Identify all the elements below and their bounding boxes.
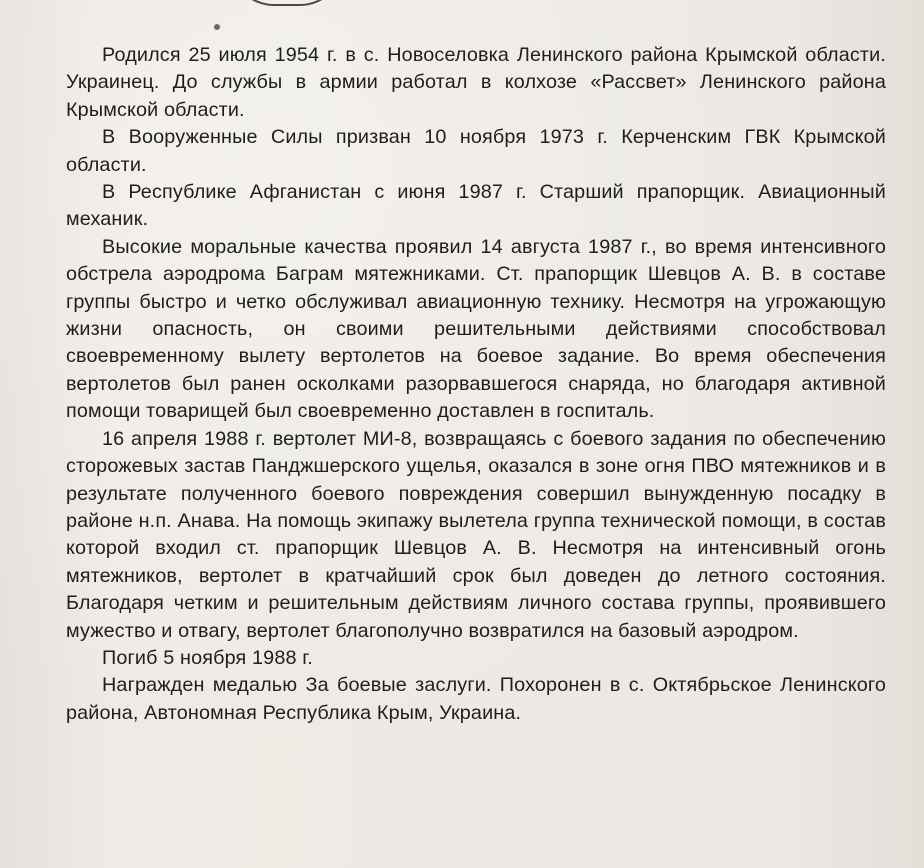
- paragraph-award: Награжден медалью За боевые заслуги. Похоронен в с. Октябрьское Ленинского района, Автономная Республика Крым, Украина.: [66, 674, 886, 724]
- page-top-mark: [230, 0, 344, 6]
- paragraph-bagram: Высокие моральные качества проявил 14 августа 1987 г., во время интенсивного обстрела аэродрома Баграм мятежниками. Ст. прапорщик Шевцов А. В. в составе группы быстро и четко обслуживал авиационную технику. Несмотря на угрожающую жизни опасность, он своими решительными действиями способствовал своевременному вылету вертолетов на боевое задание. Во время обеспечения вертолетов был ранен осколками разорвавшегося снаряда, но благодаря активной помощи товарищей был своевременно доставлен в госпиталь.: [66, 235, 886, 423]
- paragraph-birth: Родился 25 июля 1954 г. в с. Новоселовка Ленинского района Крымской области. Украинец. До службы в армии работал в колхозе «Рассвет» Ленинского района Крымской области.: [66, 44, 886, 121]
- paragraph-death: Погиб 5 ноября 1988 г.: [102, 646, 313, 669]
- paragraph-anava: 16 апреля 1988 г. вертолет МИ-8, возвращаясь с боевого задания по обеспечению сторожевых застав Панджшерского ущелья, оказался в зоне огня ПВО мятежников и в результате полученного боевого повреждения совершил вынужденную посадку в районе н.п. Анава. На помощь экипажу вылетела группа технической помощи, в состав которой входил ст. прапорщик Шевцов А. В. Несмотря на интенсивный огонь мятежников, вертолет в кратчайший срок был доведен до летного состояния. Благодаря четким и решительным действиям личного состава группы, проявившего мужество и отвагу, вертолет благополучно возвратился на базовый аэродром.: [66, 427, 886, 642]
- biography-text: [66, 42, 886, 727]
- paragraph-afghanistan: В Республике Афганистан с июня 1987 г. Старший прапорщик. Авиационный механик.: [66, 181, 886, 231]
- paragraph-conscription: В Вооруженные Силы призван 10 ноября 1973 г. Керченским ГВК Крымской области.: [66, 126, 886, 176]
- ink-speck: [214, 24, 220, 30]
